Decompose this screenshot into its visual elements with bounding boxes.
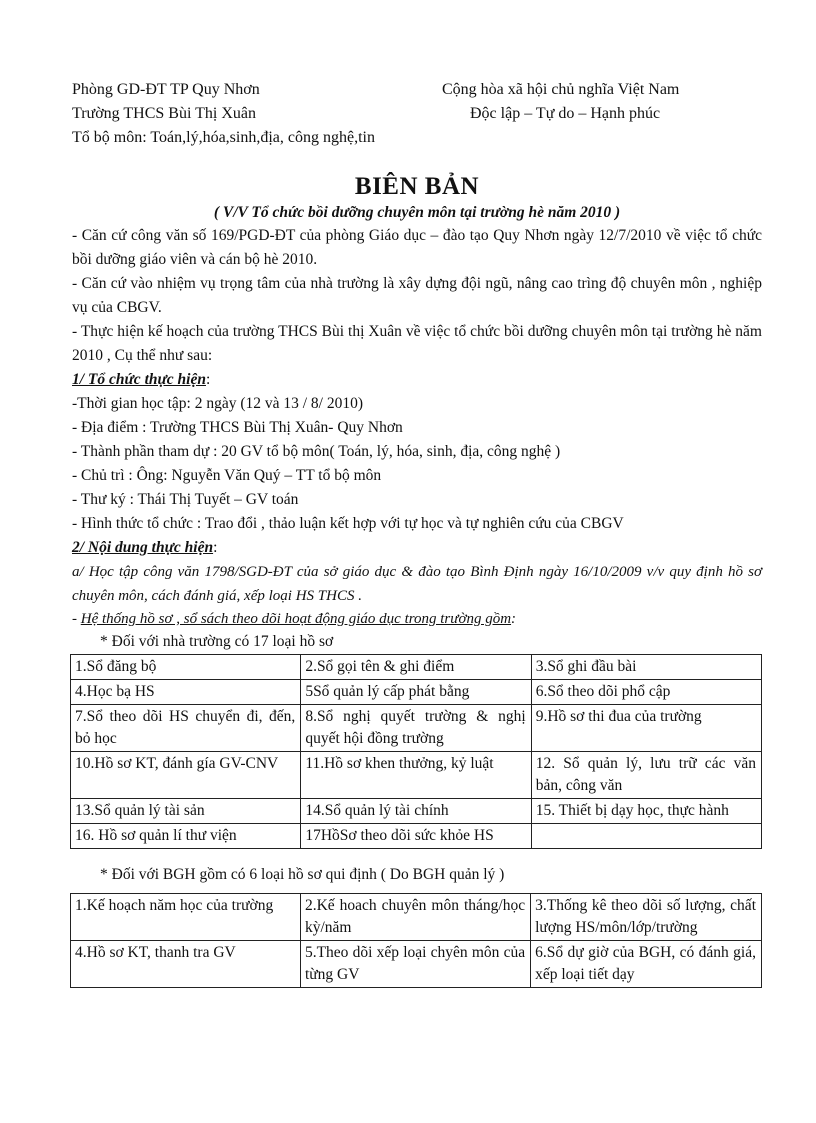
document-subtitle: ( V/V Tổ chức bồi dưỡng chuyên môn tại trường hè năm 2010 ): [213, 204, 621, 221]
header-subject-group: Tổ bộ môn: Toán,lý,hóa,sinh,địa, công nghệ,tin: [72, 129, 375, 146]
section-1-heading: 1/ Tổ chức thực hiện: [72, 371, 206, 388]
section-1-item: -Thời gian học tập: 2 ngày (12 và 13 / 8/ 2010): [72, 395, 364, 412]
table-cell: 3.Sổ ghi đầu bài: [531, 655, 761, 680]
table-row: [71, 705, 762, 752]
header-motto: Độc lập – Tự do – Hạnh phúc: [470, 105, 661, 122]
table-cell: 14.Sổ quản lý tài chính: [301, 799, 531, 824]
header-row-3: [72, 126, 762, 150]
table-row: [71, 941, 762, 988]
header-row-1: [72, 78, 762, 102]
table-cell: [531, 824, 761, 849]
section-2-item-b-prefix: -: [72, 611, 81, 627]
table-cell: 16. Hồ sơ quản lí thư viện: [71, 824, 301, 849]
section-1-item: - Địa điểm : Trường THCS Bùi Thị Xuân- Quy Nhơn: [72, 419, 403, 436]
table-row: [71, 799, 762, 824]
table-cell: 15. Thiết bị dạy học, thực hành: [531, 799, 761, 824]
intro-paragraph-3: - Thực hiện kế hoạch của trường THCS Bùi thị Xuân về việc tổ chức bồi dưỡng chuyên môn tại trường hè năm 2010 , Cụ thể như sau:: [72, 323, 762, 364]
table-cell: 4.Hồ sơ KT, thanh tra GV: [71, 941, 301, 988]
table-row: [71, 655, 762, 680]
table-cell: 6.Sổ theo dõi phổ cập: [531, 680, 761, 705]
table-cell: 1.Sổ đăng bộ: [71, 655, 301, 680]
table-row: [71, 680, 762, 705]
section-2-item-b-suffix: :: [511, 611, 517, 627]
section-2-item-b-text: Hệ thống hồ sơ , sổ sách theo dõi hoạt động giáo dục trong trường gồm: [80, 611, 512, 627]
section-1-heading-line: [72, 368, 762, 392]
table-cell: 2.Kế hoach chuyên môn tháng/học kỳ/năm: [300, 894, 530, 941]
table-cell: 1.Kế hoạch năm học của trường: [71, 894, 301, 941]
section-1-item: - Thành phần tham dự : 20 GV tổ bộ môn( Toán, lý, hóa, sinh, địa, công nghệ ): [72, 443, 561, 460]
document-title: BIÊN BẢN: [354, 173, 480, 200]
table-cell: 6.Sổ dự giờ của BGH, có đánh giá, xếp loại tiết dạy: [531, 941, 762, 988]
header-row-2: [72, 102, 762, 126]
section-2-heading: 2/ Nội dung thực hiện: [72, 539, 214, 556]
section-2-item-b: [72, 608, 762, 630]
table-cell: 10.Hồ sơ KT, đánh gía GV-CNV: [71, 752, 301, 799]
table-cell: 12. Sổ quản lý, lưu trữ các văn bản, công văn: [531, 752, 761, 799]
header-nation: Cộng hòa xã hội chủ nghĩa Việt Nam: [442, 81, 680, 98]
table-cell: 9.Hồ sơ thi đua của trường: [531, 705, 761, 752]
header-school: Trường THCS Bùi Thị Xuân: [72, 105, 256, 122]
table-cell: 13.Sổ quản lý tài sản: [71, 799, 301, 824]
table-cell: 3.Thống kê theo dõi số lượng, chất lượng HS/môn/lớp/trường: [531, 894, 762, 941]
table-cell: 17HồSơ theo dõi sức khỏe HS: [301, 824, 531, 849]
table-cell: 2.Sổ gọi tên & ghi điểm: [301, 655, 531, 680]
table-row: [71, 752, 762, 799]
table-cell: 7.Sổ theo dõi HS chuyển đi, đến, bỏ học: [71, 705, 301, 752]
intro-paragraph-2: - Căn cứ vào nhiệm vụ trọng tâm của nhà trường là xây dựng đội ngũ, nâng cao trìng độ chuyên môn , nghiệp vụ của CBGV.: [72, 275, 762, 316]
table-row: [71, 894, 762, 941]
table-row: [71, 824, 762, 849]
table-cell: 5.Theo dõi xếp loại chyên môn của từng GV: [300, 941, 530, 988]
section-1-item: - Chủ trì : Ông: Nguyễn Văn Quý – TT tổ bộ môn: [72, 467, 382, 484]
section-2-heading-line: [72, 536, 762, 560]
section-2-heading-suffix: :: [213, 539, 218, 556]
section-1-heading-suffix: :: [205, 371, 211, 388]
intro-paragraph-1: - Căn cứ công văn số 169/PGD-ĐT của phòng Giáo dục – đào tạo Quy Nhơn ngày 12/7/2010 về việc tổ chức bồi dưỡng giáo viên và cán bộ hè 2010.: [72, 227, 762, 268]
bgh-records-table: [70, 893, 762, 988]
document-page: [72, 78, 762, 988]
school-records-intro: * Đối với nhà trường có 17 loại hồ sơ: [100, 633, 334, 650]
table-cell: 5Sổ quản lý cấp phát bằng: [301, 680, 531, 705]
header-department: Phòng GD-ĐT TP Quy Nhơn: [72, 81, 260, 98]
table-cell: 8.Sổ nghị quyết trường & nghị quyết hội đồng trường: [301, 705, 531, 752]
section-2-item-a: a/ Học tập công văn 1798/SGD-ĐT của sở giáo dục & đào tạo Bình Định ngày 16/10/2009 v/v quy định hồ sơ chuyên môn, cách đánh giá, xếp loại HS THCS .: [72, 564, 762, 604]
section-1-item: - Thư ký : Thái Thị Tuyết – GV toán: [72, 491, 299, 508]
table-cell: 11.Hồ sơ khen thưởng, kỷ luật: [301, 752, 531, 799]
table-cell: 4.Học bạ HS: [71, 680, 301, 705]
school-records-table: [70, 654, 762, 849]
section-1-item: - Hình thức tổ chức : Trao đổi , thảo luận kết hợp với tự học và tự nghiên cứu của CBGV: [72, 515, 624, 532]
bgh-records-intro: * Đối với BGH gồm có 6 loại hồ sơ qui định ( Do BGH quản lý ): [100, 866, 505, 883]
